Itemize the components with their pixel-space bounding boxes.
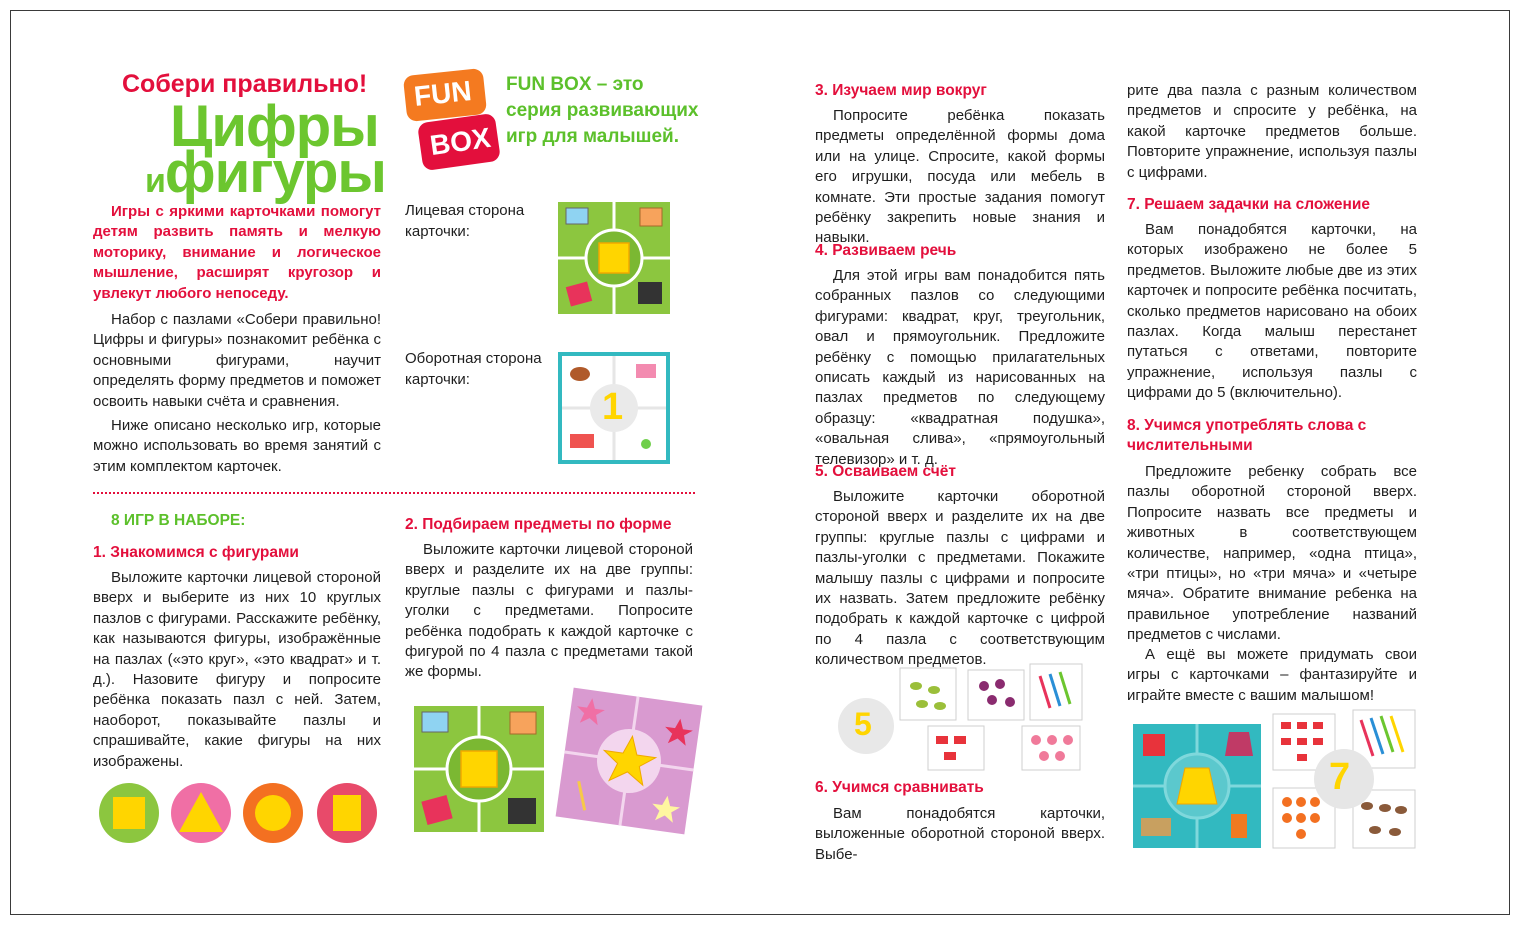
counting-seven-digit: 7 bbox=[1329, 756, 1351, 798]
intro-paragraph-1 bbox=[93, 310, 381, 412]
game-7-body: Вам понадобятся карточки, на которых изображено не более 5 предметов. Выложите любые две из этих карточек и попросите ребёнка посчитать, сколько предметов нарисовано на обоих пазлах. Когда малыш перестанет путаться с ответами, повторите упражнение, используя пазлы с цифрами до 5 (включительно). bbox=[1127, 221, 1417, 402]
star-match-image bbox=[552, 686, 706, 836]
game-7-text bbox=[1127, 220, 1417, 404]
intro-p1-text: Набор с пазлами «Собери правильно! Цифры и фигуры» познакомит ребёнка с основными фигурами, научит определять форму предметов и поможет освоить навыки счёта и сравнения. bbox=[93, 311, 381, 410]
game-3-body: Попросите ребёнка показать предметы определённой формы дома или на улице. Спросите, какой формы его игрушки, посуда или мебель в комнате. Эти простые задания помогут ребёнку закрепить новые знания и навыки. bbox=[815, 107, 1105, 247]
square-match-image bbox=[414, 706, 544, 832]
game-7-title: 7. Решаем задачки на сложение bbox=[1127, 196, 1371, 213]
section-divider bbox=[93, 492, 695, 494]
trapezoid-card-image bbox=[1133, 724, 1261, 848]
games-heading: 8 ИГР В НАБОРЕ: bbox=[111, 512, 246, 529]
caption-front bbox=[405, 200, 524, 242]
intro-paragraph-2 bbox=[93, 416, 381, 477]
caption-line: карточки: bbox=[405, 371, 470, 388]
game-5-title: 5. Осваиваем счёт bbox=[815, 463, 956, 480]
game-8-body: Предложите ребенку собрать все пазлы оборотной стороной вверх. Попросите назвать все предметы и животных в соответствующем количестве, например, «одна птица», «три птицы», но «три мяча» и «четыре мяча». Обратите внимание ребенка на правильное употребление названий предметов с числами. bbox=[1127, 463, 1417, 644]
title-word: фигуры bbox=[164, 140, 386, 205]
game-6-title: 6. Учимся сравнивать bbox=[815, 779, 984, 796]
funbox-line: серия развивающих bbox=[506, 100, 699, 121]
game-8-title: 8. Учимся употреблять слова с числительными bbox=[1127, 417, 1367, 455]
outro-body: А ещё вы можете придумать свои игры с карточками – фантазируйте и играйте вместе с вашим малышом! bbox=[1127, 646, 1417, 704]
back-card-image bbox=[558, 352, 670, 464]
title-line1: Цифры bbox=[170, 94, 379, 159]
game-6-body: Вам понадобятся карточки, выложенные оборотной стороной вверх. Выбе- bbox=[815, 805, 1105, 863]
funbox-line: FUN BOX – это bbox=[506, 74, 644, 95]
game-1-text bbox=[93, 568, 381, 772]
game-1-body: Выложите карточки лицевой стороной вверх и выберите из них 10 круглых пазлов с фигурами. Расскажите ребёнку, как называются фигуры, изображённые на пазлах («это круг», «это квадрат» и т. д.). Назовите фигуру и попросите ребёнка показать пазл с ней. Затем, наоборот, показывайте пазлы и спрашивайте, какие фигуры на них изображены. bbox=[93, 569, 381, 770]
game-2-title: 2. Подбираем предметы по форме bbox=[405, 516, 672, 533]
game-4-body: Для этой игры вам понадобится пять собранных пазлов со следующими фигурами: квадрат, круг, треугольник, овал и прямоугольник. Предложите ребёнку с помощью прилагательных описать каждый из нарисованных на пазлах предметов по следующему образцу: «квадратная подушка», «овальная слива», «прямоугольный телевизор» и т. д. bbox=[815, 267, 1105, 468]
caption-line: Оборотная сторона bbox=[405, 350, 542, 367]
game-3-title: 3. Изучаем мир вокруг bbox=[815, 82, 987, 99]
shape-puzzles-image bbox=[97, 780, 383, 846]
game-2-body: Выложите карточки лицевой стороной вверх и разделите их на две группы: круглые пазлы с фигурами и пазлы-уголки с предметами. Попросите ребёнка подобрать к каждой карточке с фигурой по 4 пазла с предметами такой же формы. bbox=[405, 541, 693, 681]
intro-lead: Игры с яркими карточками помогут детям развить память и мелкую моторику, внимание и логическое мышление, расширят кругозор и увлекут любого непоседу. bbox=[93, 203, 381, 302]
counting-five-image bbox=[836, 660, 1086, 772]
funbox-description bbox=[506, 72, 699, 150]
outro-text bbox=[1127, 645, 1417, 706]
game-5-text bbox=[815, 487, 1105, 671]
back-card-digit: 1 bbox=[602, 386, 624, 428]
game-8-text bbox=[1127, 462, 1417, 646]
caption-line: карточки: bbox=[405, 223, 470, 240]
caption-line: Лицевая сторона bbox=[405, 202, 525, 219]
game-6-text-continued: рите два пазла с разным количеством предметов и спросите у ребёнка, на какой карточке предметов больше. Повторите упражнение, используя пазлы с цифрами. bbox=[1127, 82, 1417, 181]
logo-fun: FUN bbox=[412, 75, 473, 112]
game-6-text bbox=[815, 804, 1105, 865]
game-4-title: 4. Развиваем речь bbox=[815, 242, 957, 259]
funbox-logo bbox=[400, 66, 500, 176]
game-2-text bbox=[405, 540, 693, 683]
game-3-text bbox=[815, 106, 1105, 249]
title-line2 bbox=[145, 140, 386, 205]
game-5-body: Выложите карточки оборотной стороной вверх и разделите их на две группы: круглые пазлы с цифрами и пазлы-уголки с предметами. Покажите малышу пазлы с цифрами и попросите их назвать. Затем предложите ребёнку подобрать к каждой карточке с цифрой по 4 пазла с соответствующим количеством предметов. bbox=[815, 488, 1105, 669]
game-1-title: 1. Знакомимся с фигурами bbox=[93, 544, 299, 561]
intro-p2-text: Ниже описано несколько игр, которые можно использовать во время занятий с этим комплектом карточек. bbox=[93, 417, 381, 475]
logo-box: BOX bbox=[428, 121, 493, 162]
caption-back bbox=[405, 348, 542, 390]
front-card-image bbox=[558, 202, 670, 314]
funbox-line: игр для малышей. bbox=[506, 126, 680, 147]
title-conjunction: и bbox=[145, 162, 165, 200]
counting-five-digit: 5 bbox=[854, 706, 872, 742]
game-4-text bbox=[815, 266, 1105, 470]
counting-seven-image bbox=[1269, 706, 1419, 852]
subtitle: Собери правильно! bbox=[122, 70, 368, 98]
